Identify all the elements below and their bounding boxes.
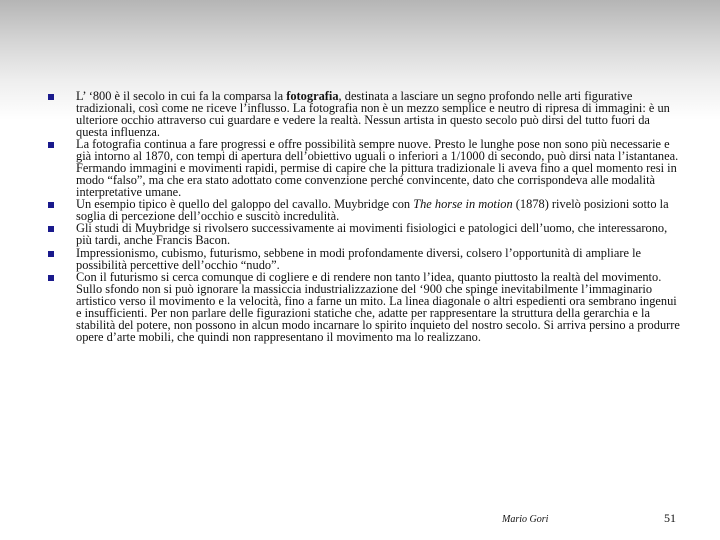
bullet-text: Gli studi di Muybridge si rivolsero successivamente ai movimenti fisiologici e patologici dell’uomo, che interessarono, più tardi, anche Francis Bacon.: [76, 221, 668, 248]
page-number: 51: [664, 511, 676, 525]
bullet-square-icon: [48, 142, 54, 148]
bullet-item: [48, 91, 684, 139]
bullet-item: [48, 199, 684, 223]
bullet-square-icon: [48, 275, 54, 281]
bullet-text: Un esempio tipico è quello del galoppo del cavallo. Muybridge con: [76, 197, 414, 212]
bullet-text: Impressionismo, cubismo, futurismo, sebbene in modi profondamente diversi, colsero l’opportunità di ampliare le possibilità percettive dell’occhio “nudo”.: [76, 245, 642, 272]
bullet-text: La fotografia continua a fare progressi e offre possibilità sempre nuove. Presto le lunghe pose non sono più necessarie e già intorno al 1870, con tempi di apertura dell’obiettivo uguali o inferiori a 1/1000 di secondo, può dirsi nata l’istantanea. Fermando immagini e movimenti rapidi, permise di capire che la pittura tradizionale li aveva fino a quel momento resi in modo “falso”, ma che era stato adottato come convenzione perché convincente, dato che corrispondeva alle modalità interpretative umane.: [76, 137, 679, 199]
bullet-item: [48, 245, 684, 272]
italic-title: The horse in motion: [413, 197, 513, 212]
bullet-item: [48, 223, 684, 247]
bullet-item: [48, 272, 684, 343]
bullet-text: Con il futurismo si cerca comunque di cogliere e di rendere non tanto l’idea, quanto piuttosto la realtà del movimento. Sullo sfondo non si può ignorare la massiccia industrializzazione del ‘900 che spinge inevitabilmente l’immaginario artistico verso il movimento e la velocità, fino a farne un mito. La linea diagonale o altri espedienti ora sembrano ingenui e insufficienti. Per non parlare delle figurazioni statiche che, adatte per rappresentare la struttura della gerarchia e la stabilità del potere, non possono in alcun modo incarnare lo spirito inquieto del nostro secolo. Si arriva persino a produrre opere d’arte mobili, che quindi non rappresentano il movimento ma lo realizzano.: [76, 270, 680, 344]
bullet-text: (1878) rivelò posizioni sotto la soglia di percezione dell’occhio e suscitò incredulità.: [76, 197, 669, 224]
bullet-text: L’ ‘800 è il secolo in cui fa la comparsa la: [76, 89, 287, 103]
author-footer: Mario Gori: [502, 514, 549, 525]
bullet-square-icon: [48, 94, 54, 100]
bullet-square-icon: [48, 251, 54, 257]
bullet-list: [48, 91, 684, 344]
bullet-text: , destinata a lasciare un segno profondo nelle arti figurative tradizionali, così come ne riceve l’influsso. La fotografia non è un mezzo semplice e neutro di ripresa di immagini: è un ulteriore occhio attraverso cui guardare e vedere la realtà. Nessun artista in questo secolo può dirsi del tutto fuori da questa influenza.: [76, 89, 670, 139]
bold-text: fotografia: [286, 89, 339, 103]
bullet-square-icon: [48, 226, 54, 232]
bullet-item: [48, 139, 684, 199]
bullet-square-icon: [48, 202, 54, 208]
